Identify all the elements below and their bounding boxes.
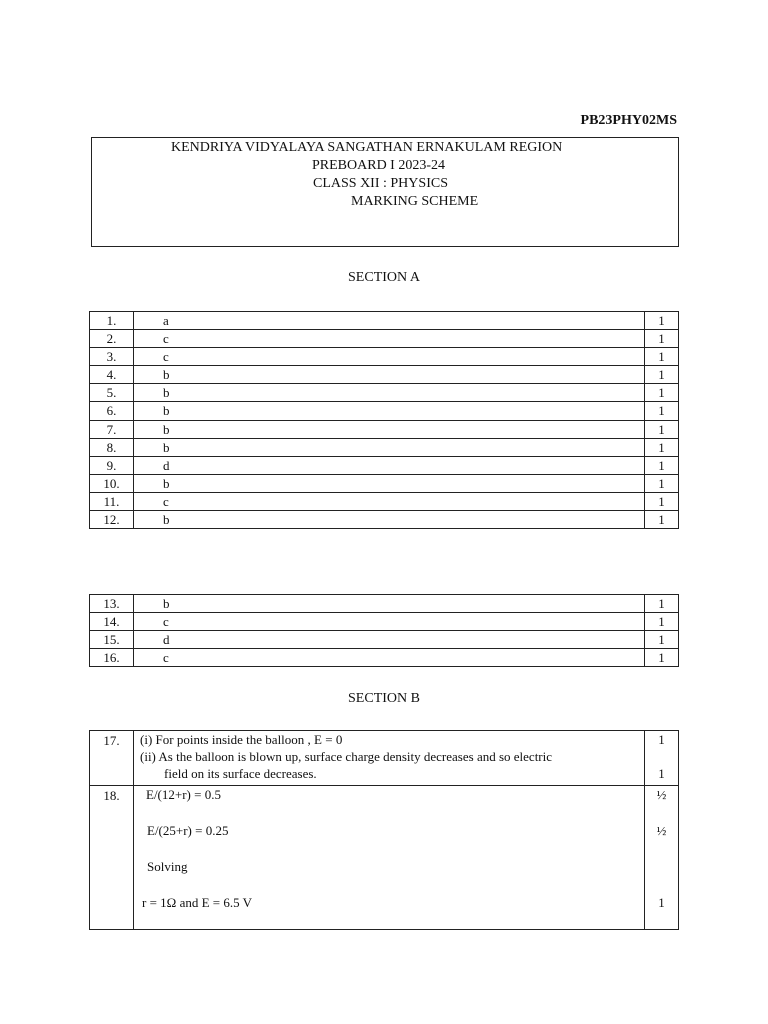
table-row <box>90 474 679 492</box>
mark-value: 1 <box>645 384 679 402</box>
table-row <box>90 384 679 402</box>
answer-line: Solving <box>147 859 188 874</box>
answer-option: d <box>134 456 645 474</box>
table-row <box>90 786 679 930</box>
mark-value: 1 <box>658 895 665 910</box>
mark-value: 1 <box>645 613 679 631</box>
mark-value: 1 <box>645 420 679 438</box>
mark-value: 1 <box>658 732 665 747</box>
answer-line: (ii) As the balloon is blown up, surface charge density decreases and so electric <box>140 749 553 764</box>
question-number: 10. <box>90 474 134 492</box>
question-number: 9. <box>90 456 134 474</box>
table-row <box>90 420 679 438</box>
header-line-region: KENDRIYA VIDYALAYA SANGATHAN ERNAKULAM REGION <box>171 140 563 155</box>
answer-option: b <box>134 438 645 456</box>
header-line-exam: PREBOARD I 2023-24 <box>312 158 446 173</box>
mark-value: 1 <box>645 492 679 510</box>
mark-value: 1 <box>645 312 679 330</box>
mark-value: ½ <box>656 787 667 802</box>
question-number: 2. <box>90 330 134 348</box>
document-code: PB23PHY02MS <box>580 113 677 128</box>
section-b-table <box>89 730 679 930</box>
table-row <box>90 312 679 330</box>
table-row <box>90 366 679 384</box>
question-number: 4. <box>90 366 134 384</box>
answer-option: b <box>134 595 645 613</box>
table-row <box>90 330 679 348</box>
marks-cell <box>645 731 679 786</box>
mark-value: 1 <box>645 438 679 456</box>
mark-value: 1 <box>645 348 679 366</box>
answer-option: b <box>134 474 645 492</box>
answer-option: b <box>134 511 645 529</box>
question-number: 3. <box>90 348 134 366</box>
mark-value: 1 <box>658 766 665 781</box>
answer-option: c <box>134 613 645 631</box>
mark-value: ½ <box>656 823 667 838</box>
mark-value: 1 <box>645 402 679 420</box>
question-number: 7. <box>90 420 134 438</box>
question-number: 15. <box>90 631 134 649</box>
question-number: 11. <box>90 492 134 510</box>
section-a-table-continued <box>89 594 679 667</box>
answer-option: c <box>134 649 645 667</box>
answer-line: r = 1Ω and E = 6.5 V <box>142 895 253 910</box>
answer-cell <box>134 731 645 786</box>
question-number: 13. <box>90 595 134 613</box>
mark-value: 1 <box>645 511 679 529</box>
question-number: 17. <box>90 731 134 786</box>
question-number: 6. <box>90 402 134 420</box>
table-row <box>90 438 679 456</box>
question-number: 14. <box>90 613 134 631</box>
answer-line: (i) For points inside the balloon , E = 0 <box>140 732 343 747</box>
table-row <box>90 492 679 510</box>
header-line-class: CLASS XII : PHYSICS <box>313 176 448 191</box>
mark-value: 1 <box>645 474 679 492</box>
table-row <box>90 731 679 786</box>
table-row <box>90 631 679 649</box>
answer-option: d <box>134 631 645 649</box>
question-number: 5. <box>90 384 134 402</box>
answer-option: a <box>134 312 645 330</box>
question-number: 18. <box>90 786 134 930</box>
mark-value: 1 <box>645 456 679 474</box>
question-number: 12. <box>90 511 134 529</box>
answer-line: E/(25+r) = 0.25 <box>147 823 229 838</box>
answer-line: E/(12+r) = 0.5 <box>146 787 221 802</box>
mark-value: 1 <box>645 366 679 384</box>
mark-value: 1 <box>645 649 679 667</box>
answer-option: b <box>134 384 645 402</box>
mark-value: 1 <box>645 631 679 649</box>
answer-option: c <box>134 330 645 348</box>
table-row <box>90 649 679 667</box>
answer-option: b <box>134 420 645 438</box>
table-row <box>90 613 679 631</box>
answer-cell <box>134 786 645 930</box>
question-number: 8. <box>90 438 134 456</box>
answer-option: c <box>134 492 645 510</box>
table-row <box>90 402 679 420</box>
question-number: 1. <box>90 312 134 330</box>
mark-value: 1 <box>645 330 679 348</box>
question-number: 16. <box>90 649 134 667</box>
table-row <box>90 348 679 366</box>
answer-option: b <box>134 366 645 384</box>
answer-option: c <box>134 348 645 366</box>
answer-line: field on its surface decreases. <box>164 766 317 781</box>
table-row <box>90 595 679 613</box>
table-row <box>90 456 679 474</box>
answer-option: b <box>134 402 645 420</box>
mark-value: 1 <box>645 595 679 613</box>
header-box <box>91 137 679 247</box>
section-b-heading: SECTION B <box>348 691 420 706</box>
section-a-heading: SECTION A <box>348 270 420 285</box>
table-row <box>90 511 679 529</box>
section-a-table <box>89 311 679 529</box>
marks-cell <box>645 786 679 930</box>
header-line-title: MARKING SCHEME <box>351 194 479 209</box>
